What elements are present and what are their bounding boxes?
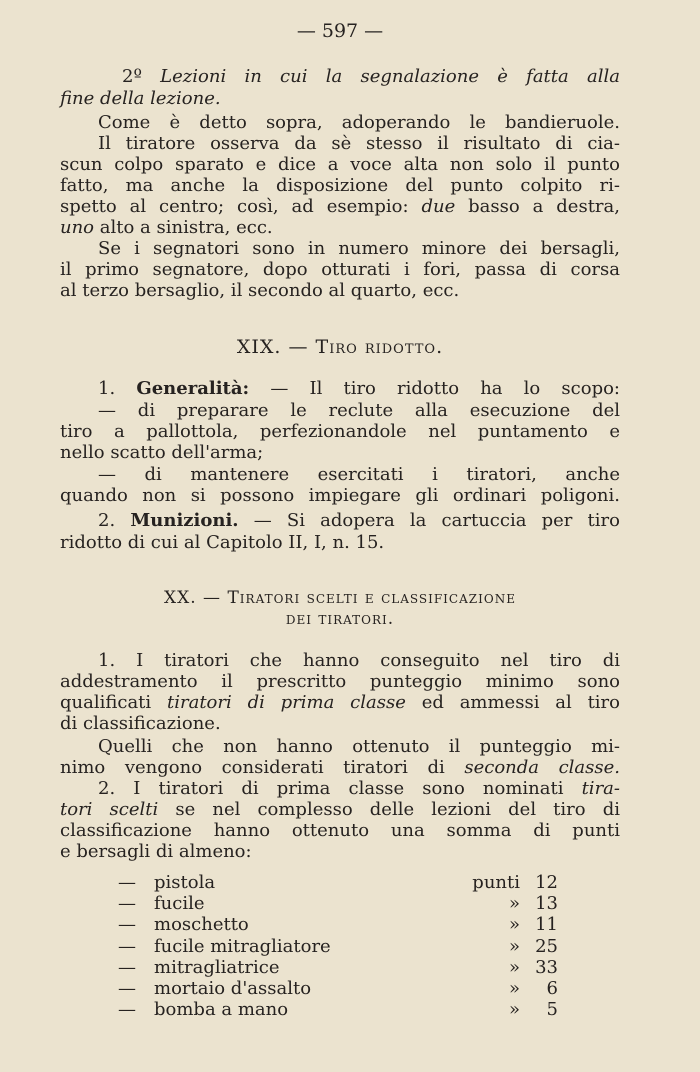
text-line: nello scatto dell'arma; (60, 442, 264, 463)
text-line: — di mantenere esercitati i tiratori, anche (98, 464, 620, 485)
text-line: 2º Lezioni in cui la segnalazione è fatta alla (122, 66, 620, 87)
text-line: Come è detto sopra, adoperando le bandieruole. (98, 112, 620, 133)
list-item: — mitragliatrice » 33 (118, 956, 558, 978)
section-title-xx-continued: dei tiratori. (285, 609, 395, 629)
text-line: tori scelti se nel complesso delle lezioni del tiro di (60, 799, 620, 820)
text-line: nimo vengono considerati tiratori di seconda classe. (60, 757, 620, 778)
list-item: — pistola punti 12 (118, 872, 558, 893)
text-line: Quelli che non hanno ottenuto il punteggio mi- (98, 736, 620, 757)
list-item: — fucile » 13 (118, 893, 558, 915)
text-line: fine della lezione. (60, 88, 221, 109)
text-line: spetto al centro; così, ad esempio: due basso a destra, (60, 196, 620, 217)
text-line: tiro a pallottola, perfezionandole nel puntamento e (60, 421, 620, 442)
section-title-xx: XX. — Tiratori scelti e classificazione (164, 588, 516, 608)
text-line: quando non si possono impiegare gli ordinari poligoni. (60, 485, 620, 506)
text-line: fatto, ma anche la disposizione del punto colpito ri- (60, 175, 620, 196)
text-line: al terzo bersaglio, il secondo al quarto, ecc. (60, 280, 460, 301)
text-line: uno alto a sinistra, ecc. (60, 217, 273, 238)
text-line: scun colpo sparato e dice a voce alta non solo il punto (60, 154, 620, 175)
text-line: classificazione hanno ottenuto una somma di punti (60, 820, 620, 841)
text-line: e bersagli di almeno: (60, 841, 252, 862)
page-number: — 597 — (296, 20, 384, 42)
list-item: — mortaio d'assalto » 6 (118, 978, 558, 1000)
section-title-xix: XIX. — Tiro ridotto. (236, 336, 444, 358)
list-item: — moschetto » 11 (118, 914, 558, 936)
text-line: — di preparare le reclute alla esecuzione del (98, 400, 620, 421)
text-line: 1. I tiratori che hanno conseguito nel tiro di (98, 650, 620, 671)
text-line: 2. I tiratori di prima classe sono nominati tira- (98, 778, 620, 799)
text-line: di classificazione. (60, 713, 221, 734)
text-line: 1. Generalità: — Il tiro ridotto ha lo scopo: (98, 378, 620, 399)
weapon-score-list (118, 872, 558, 1020)
list-item: — fucile mitragliatore » 25 (118, 935, 558, 957)
text-line: il primo segnatore, dopo otturati i fori, passa di corsa (60, 259, 620, 280)
text-line: ridotto di cui al Capitolo II, I, n. 15. (60, 532, 385, 553)
text-line: Il tiratore osserva da sè stesso il risultato di cia- (98, 133, 620, 154)
list-item: — bomba a mano » 5 (118, 999, 558, 1021)
text-line: addestramento il prescritto punteggio minimo sono (60, 671, 620, 692)
text-line: 2. Munizioni. — Si adopera la cartuccia per tiro (98, 510, 620, 531)
text-line: Se i segnatori sono in numero minore dei bersagli, (98, 238, 620, 259)
text-line: qualificati tiratori di prima classe ed ammessi al tiro (60, 692, 620, 713)
